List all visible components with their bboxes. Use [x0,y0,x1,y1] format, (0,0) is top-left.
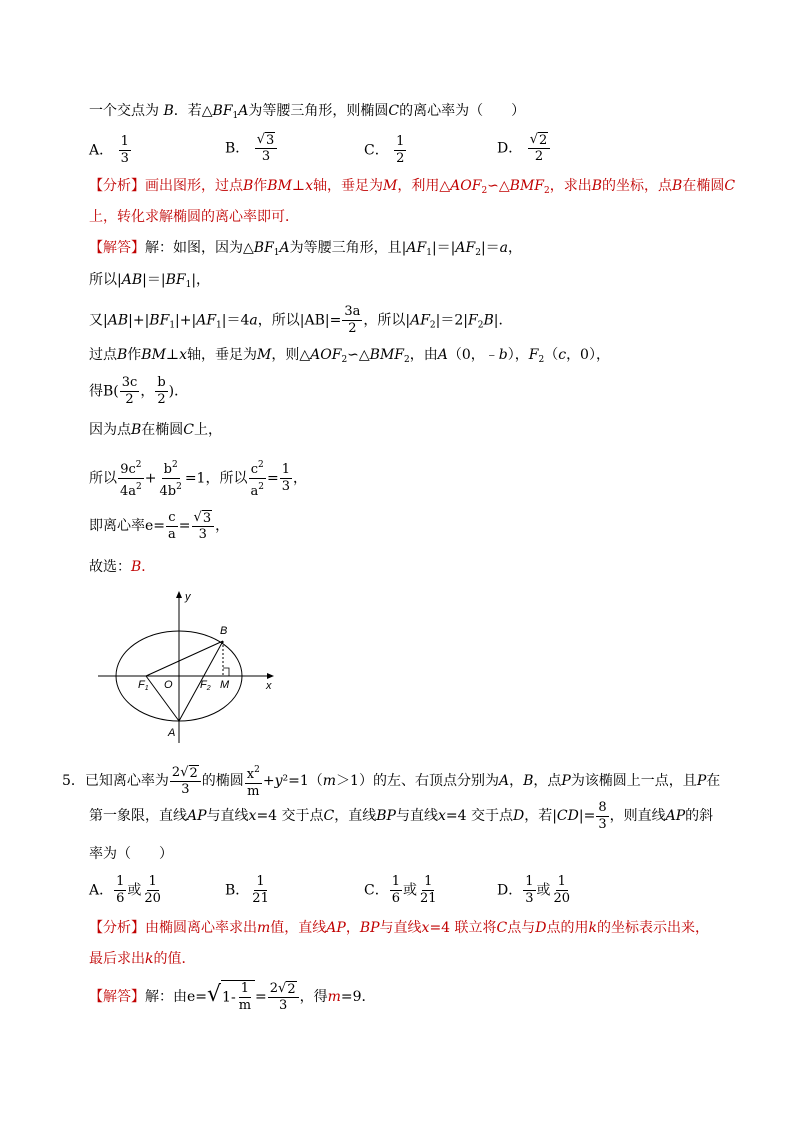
q5-stem-line3: 率为（ ） [89,846,173,862]
q5-option-b: B． $\frac{1}{21}$ [225,874,269,906]
point-a-label: A [168,727,176,739]
q5-solution-line1: 【解答】解：由e= √ 1- $\frac{1}{m}$ = 2 √ 2 3 ，得m=9． [89,980,376,1013]
segment-f1-a [146,676,179,721]
segment-f1-b [146,641,223,676]
q5-option-a: A． $\frac{1}{6}$ 或 $\frac{1}{20}$ [89,874,161,906]
q4-solution-line3: 又$|AB|+|BF_1|+|AF_1|=4a$，所以|AB|= $\frac{3a}{2}$ ，所以$|AF_2|=2|F_2B|$． [89,304,513,336]
q4-option-d: D． √ 2 2 [497,132,551,165]
q4-solution-line1: 【解答】解：如图，因为$\triangle BF_1A$为等腰三角形，且$|AF_1|=|AF_2|=a$， [89,240,523,258]
q4-stem: 一个交点为 B．若$\triangle BF_1A$为等腰三角形，则椭圆C的离心率为（ ） [89,103,526,121]
x-axis-label: x [266,680,272,692]
q5-analysis-line1: 【分析】由椭圆离心率求出m值，直线AP，BP与直线x=4 联立将C点与D点的用k的坐标表示出来， [89,920,709,936]
x-axis-arrow [267,673,274,679]
q5-stem-line2: 第一象限，直线AP与直线x=4 交于点C，直线BP与直线x=4 交于点D，若|CD|= $\frac{8}{3}$ ，则直线AP的斜 [89,799,714,832]
ellipse-figure [90,588,290,748]
q4-solution-line5: 得B( $\frac{3c}{2}$ ， $\frac{b}{2}$ )． [89,375,189,407]
q4-answer: 故选：B． [89,559,156,575]
y-axis-arrow [176,591,182,598]
point-m-label: M [220,679,230,691]
q4-solution-line4: 过点B作BM⊥x轴，垂足为M，则$\triangle AOF_2∽\triangle BMF_2$，由A（0，﹣b），$F_2(c$，0）， [89,347,610,365]
q5-stem-line1: 5．已知离心率为 2 √ 2 3 的椭圆 $\frac{x^2}{m}$ +y²=1（m＞1）的左、右顶点分别为A，B，点P为该椭圆上一点，且P在 [62,762,720,800]
point-o-label: O [164,679,173,691]
q4-solution-line8: 即离心率e= $\frac{c}{a}$ = √ 3 3 ， [89,509,230,542]
q5-analysis-line2: 最后求出k的值． [89,951,196,967]
point-b-label: B [220,625,228,637]
q4-analysis-line1: 【分析】画出图形，过点B作BM⊥x轴，垂足为M，利用$\triangle AOF_2∽\triangle BMF_2$，求出B的坐标，点B在椭圆C [89,178,736,196]
q4-solution-line2: 所以$|AB|=|BF_1|$， [89,272,211,290]
point-f1-label: F1 [138,679,149,692]
q4-solution-line6: 因为点B在椭圆C上， [89,422,223,438]
point-f2-label: F2 [200,679,211,692]
y-axis-label: y [185,591,191,603]
q4-analysis-line2: 上，转化求解椭圆的离心率即可． [89,209,299,225]
q4-option-a: A． $\frac{1}{3}$ [89,134,129,166]
right-angle-mark [223,668,229,676]
q5-option-d: D． $\frac{1}{3}$ 或 $\frac{1}{20}$ [497,874,571,906]
q5-option-c: C． $\frac{1}{6}$ 或 $\frac{1}{21}$ [364,874,437,906]
q4-solution-line7: 所以 $\frac{9c^2}{4a^2}$ + $\frac{b^2}{4b^2}$ =1，所以 $\frac{c^2}{a^2}$ = $\frac{1}{3}$ ， [89,457,307,500]
q4-option-b: B． √ 3 3 [225,132,278,165]
q4-option-c: C． $\frac{1}{2}$ [364,134,405,166]
